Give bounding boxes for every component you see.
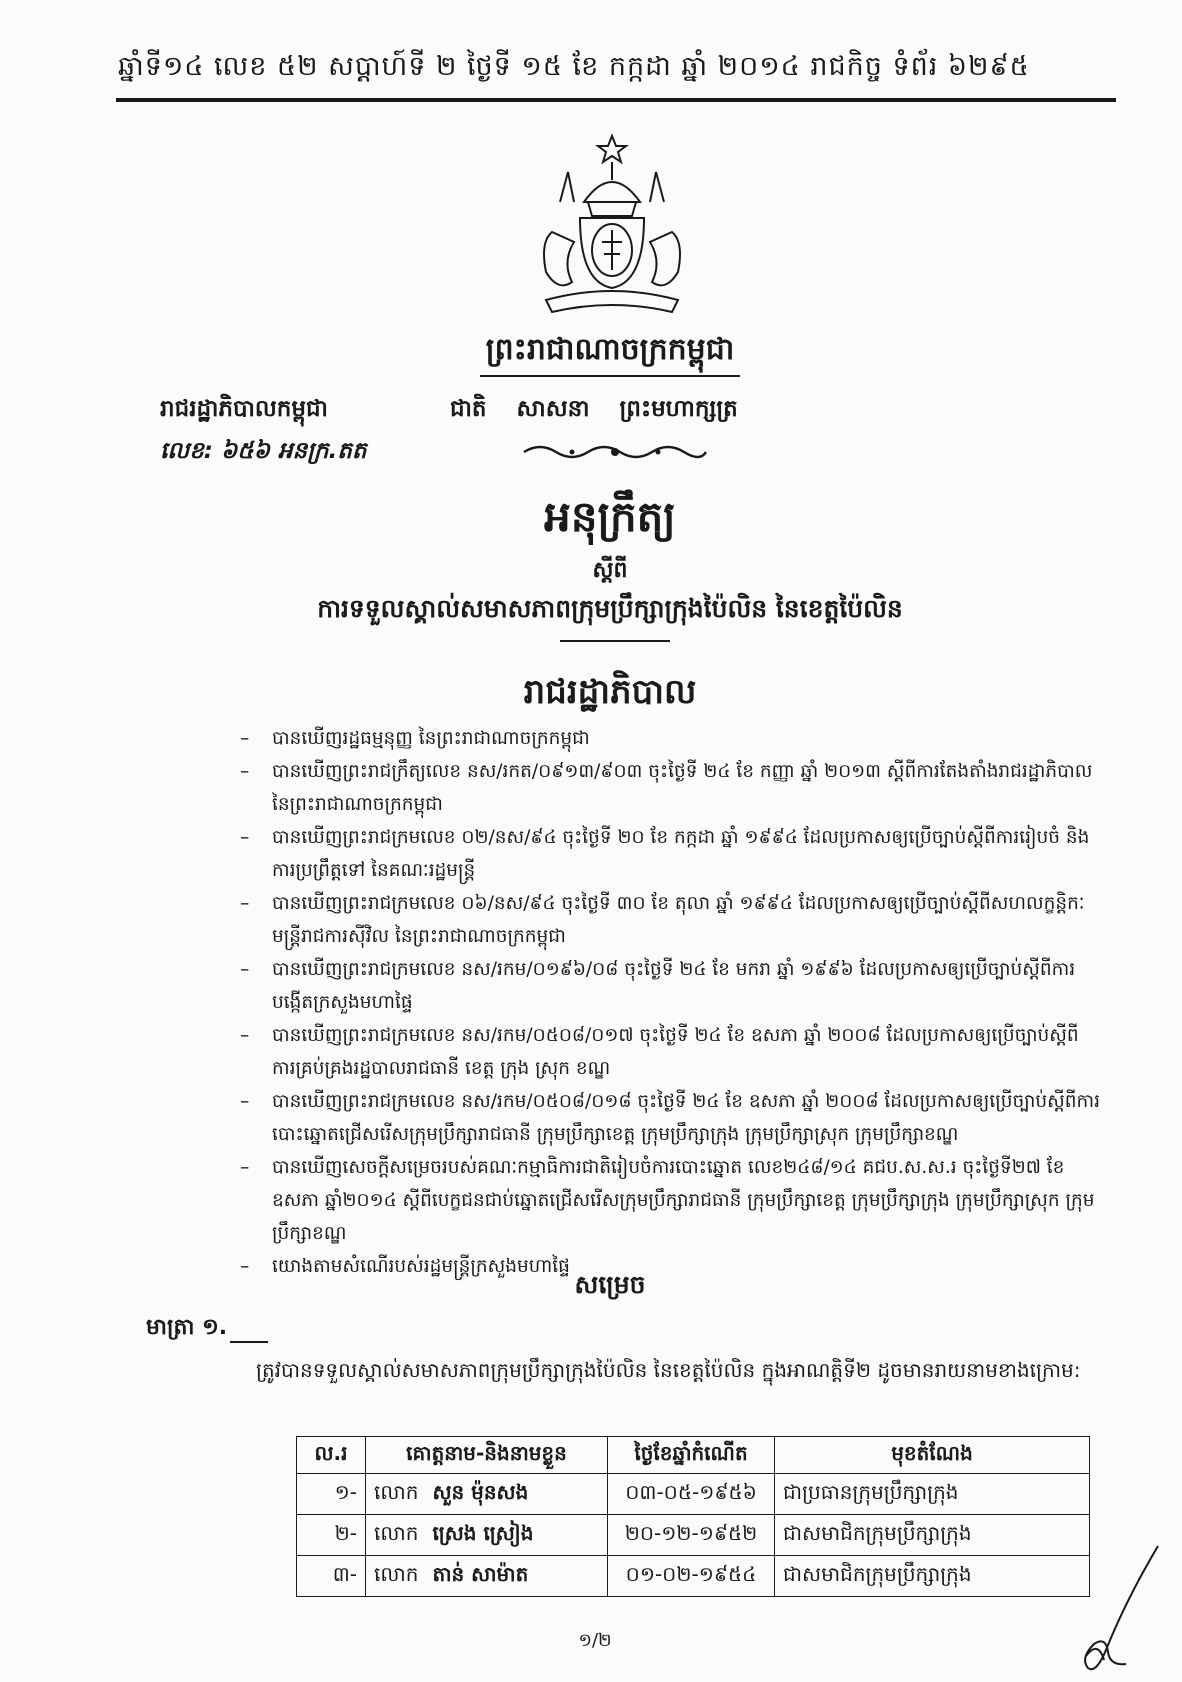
document-subject: ការទទួលស្គាល់សមាសភាពក្រុមប្រឹក្សាក្រុងប៉ៃលិន នៃខេត្តប៉ៃលិន bbox=[317, 594, 903, 623]
row-position: ជាសមាជិកក្រុមប្រឹក្សាក្រុង bbox=[775, 1556, 1090, 1597]
kingdom-title: ព្រះរាជាណាចក្រកម្ពុជា bbox=[485, 332, 735, 367]
table-row bbox=[297, 1474, 1090, 1515]
table-header-row bbox=[297, 1437, 1090, 1474]
article-text: ត្រូវបានទទួលស្គាល់សមាសភាពក្រុមប្រឹក្សាក្រុងប៉ៃលិន នៃខេត្តប៉ៃលិន ក្នុងអាណត្តិទី២ ដូចមានរាយនាមខាងក្រោម: bbox=[256, 1358, 1081, 1382]
document-type: អនុក្រឹត្យ bbox=[544, 492, 676, 541]
gazette-header: ឆ្នាំទី១៤ លេខ ៥២ សប្តាហ៍ទី ២ ថ្ងៃទី ១៥ ខែ កក្កដា ឆ្នាំ ២០១៤ រាជកិច្ច ទំព័រ ៦២៩៥ bbox=[118, 51, 1030, 82]
row-number: ៣- bbox=[297, 1556, 366, 1597]
clause: – យោងតាមសំណើរបស់រដ្ឋមន្ត្រីក្រសួងមហាផ្ទៃ bbox=[240, 1250, 1100, 1283]
subject-divider bbox=[560, 640, 670, 642]
header-dob: ថ្ងៃខែឆ្នាំកំណើត bbox=[608, 1437, 775, 1474]
row-honorific: លោក bbox=[374, 1521, 419, 1545]
members-table bbox=[296, 1436, 1090, 1597]
clause: – បានឃើញព្រះរាជក្រមលេខ នស/រកម/០១៩៦/០៨ ចុះថ្ងៃទី ២៤ ខែ មករា ឆ្នាំ ១៩៩៦ ដែលប្រកាសឲ្យប្រើច្បាប់ស្តីពីការបង្កើតក្រសួងមហាផ្ទៃ bbox=[240, 953, 1100, 1019]
page-number: ១/២ bbox=[578, 1630, 612, 1651]
header-name: គោត្តនាម-និងនាមខ្លួន bbox=[366, 1437, 608, 1474]
article-label: មាត្រា ១. bbox=[146, 1315, 228, 1340]
row-dob: ២០-១២-១៩៥២ bbox=[608, 1515, 775, 1556]
clause: – បានឃើញព្រះរាជក្រឹត្យលេខ នស/រកត/០៩១៣/៩០៣ ចុះថ្ងៃទី ២៤ ខែ កញ្ញា ឆ្នាំ ២០១៣ ស្តីពីការតែងតាំងរាជរដ្ឋាភិបាល នៃព្រះរាជាណាចក្រកម្ពុជា bbox=[240, 755, 1100, 821]
clause: – បានឃើញព្រះរាជក្រមលេខ ០២/នស/៩៤ ចុះថ្ងៃទី ២០ ខែ កក្កដា ឆ្នាំ ១៩៩៤ ដែលប្រកាសឲ្យប្រើច្បាប់ស្តីពីការរៀបចំ និងការប្រព្រឹត្តទៅ នៃគណៈរដ្ឋមន្ត្រី bbox=[240, 821, 1100, 887]
table-row bbox=[297, 1515, 1090, 1556]
header-position: មុខតំណែង bbox=[775, 1437, 1090, 1474]
row-number: ១- bbox=[297, 1474, 366, 1515]
header-rule bbox=[116, 98, 1116, 102]
row-position: ជាសមាជិកក្រុមប្រឹក្សាក្រុង bbox=[775, 1515, 1090, 1556]
national-motto: ជាតិ សាសនា ព្រះមហាក្សត្រ bbox=[450, 396, 738, 422]
clause: – បានឃើញព្រះរាជក្រមលេខ ០៦/នស/៩៤ ចុះថ្ងៃទី ៣០ ខែ តុលា ឆ្នាំ ១៩៩៤ ដែលប្រកាសឲ្យប្រើច្បាប់ស្តីពីសហលក្ខន្តិកៈមន្ត្រីរាជការស៊ីវិល នៃព្រះរាជាណាចក្រកម្ពុជា bbox=[240, 887, 1100, 953]
table-row bbox=[297, 1556, 1090, 1597]
document-about: ស្តីពី bbox=[592, 558, 628, 583]
row-dob: ០១-០២-១៩៥៤ bbox=[608, 1556, 775, 1597]
row-name: សួន ម៉ុនសង bbox=[432, 1480, 529, 1504]
row-honorific: លោក bbox=[374, 1480, 419, 1504]
issuer-name: រាជរដ្ឋាភិបាលកម្ពុជា bbox=[160, 396, 328, 422]
article-underline bbox=[230, 1341, 268, 1343]
clause: – បានឃើញរដ្ឋធម្មនុញ្ញ នៃព្រះរាជាណាចក្រកម្ពុជា bbox=[240, 722, 1100, 755]
preamble-clauses bbox=[240, 722, 1100, 1283]
row-dob: ០៣-០៥-១៩៥៦ bbox=[608, 1474, 775, 1515]
row-position: ជាប្រធានក្រុមប្រឹក្សាក្រុង bbox=[775, 1474, 1090, 1515]
row-name-cell bbox=[366, 1474, 608, 1515]
clause: – បានឃើញព្រះរាជក្រមលេខ នស/រកម/០៥០៨/០១៧ ចុះថ្ងៃទី ២៤ ខែ ឧសភា ឆ្នាំ ២០០៨ ដែលប្រកាសឲ្យប្រើច្បាប់ស្តីពីការគ្រប់គ្រងរដ្ឋបាលរាជធានី ខេត្ត ក្រុង ស្រុក ខណ្ឌ bbox=[240, 1019, 1100, 1085]
row-number: ២- bbox=[297, 1515, 366, 1556]
row-name-cell bbox=[366, 1515, 608, 1556]
row-name-cell bbox=[366, 1556, 608, 1597]
royal-coat-of-arms-icon bbox=[532, 132, 692, 318]
issuing-body: រាជរដ្ឋាភិបាល bbox=[523, 672, 697, 712]
clause: – បានឃើញព្រះរាជក្រមលេខ នស/រកម/០៥០៨/០១៨ ចុះថ្ងៃទី ២៤ ខែ ឧសភា ឆ្នាំ ២០០៨ ដែលប្រកាសឲ្យប្រើច្បាប់ស្តីពីការបោះឆ្នោតជ្រើសរើសក្រុមប្រឹក្សារាជធានី ក្រុមប្រឹក្សាខេត្ត ក្រុមប្រឹក្សាក្រុង ក្រុមប្រឹក្សាស្រុក ក្រុមប្រឹក្សាខណ្ឌ bbox=[240, 1085, 1100, 1151]
clause: – បានឃើញសេចក្តីសម្រេចរបស់គណៈកម្មាធិការជាតិរៀបចំការបោះឆ្នោត លេខ២៤៨/១៤ គជប.ស.ស.រ ចុះថ្ងៃទី២៧ ខែឧសភា ឆ្នាំ២០១៤ ស្តីពីបេក្ខជនជាប់ឆ្នោតជ្រើសរើសក្រុមប្រឹក្សារាជធានី ក្រុមប្រឹក្សាខេត្ត ក្រុមប្រឹក្សាក្រុង ក្រុមប្រឹក្សាស្រុក ក្រុមប្រឹក្សាខណ្ឌ bbox=[240, 1151, 1100, 1250]
row-name: តាន់ សាម៉ាត bbox=[432, 1562, 529, 1586]
kingdom-underline bbox=[480, 375, 740, 377]
header-number: ល.រ bbox=[297, 1437, 366, 1474]
signature-icon bbox=[1036, 1540, 1166, 1680]
decision-title: សម្រេច bbox=[574, 1270, 646, 1299]
row-name: ស្រេង ស្រៀង bbox=[432, 1521, 534, 1545]
row-honorific: លោក bbox=[374, 1562, 419, 1586]
divider-ornament-icon bbox=[520, 440, 710, 464]
document-number: លេខ: ៦៥៦ អនក្រ.តត bbox=[160, 438, 367, 464]
